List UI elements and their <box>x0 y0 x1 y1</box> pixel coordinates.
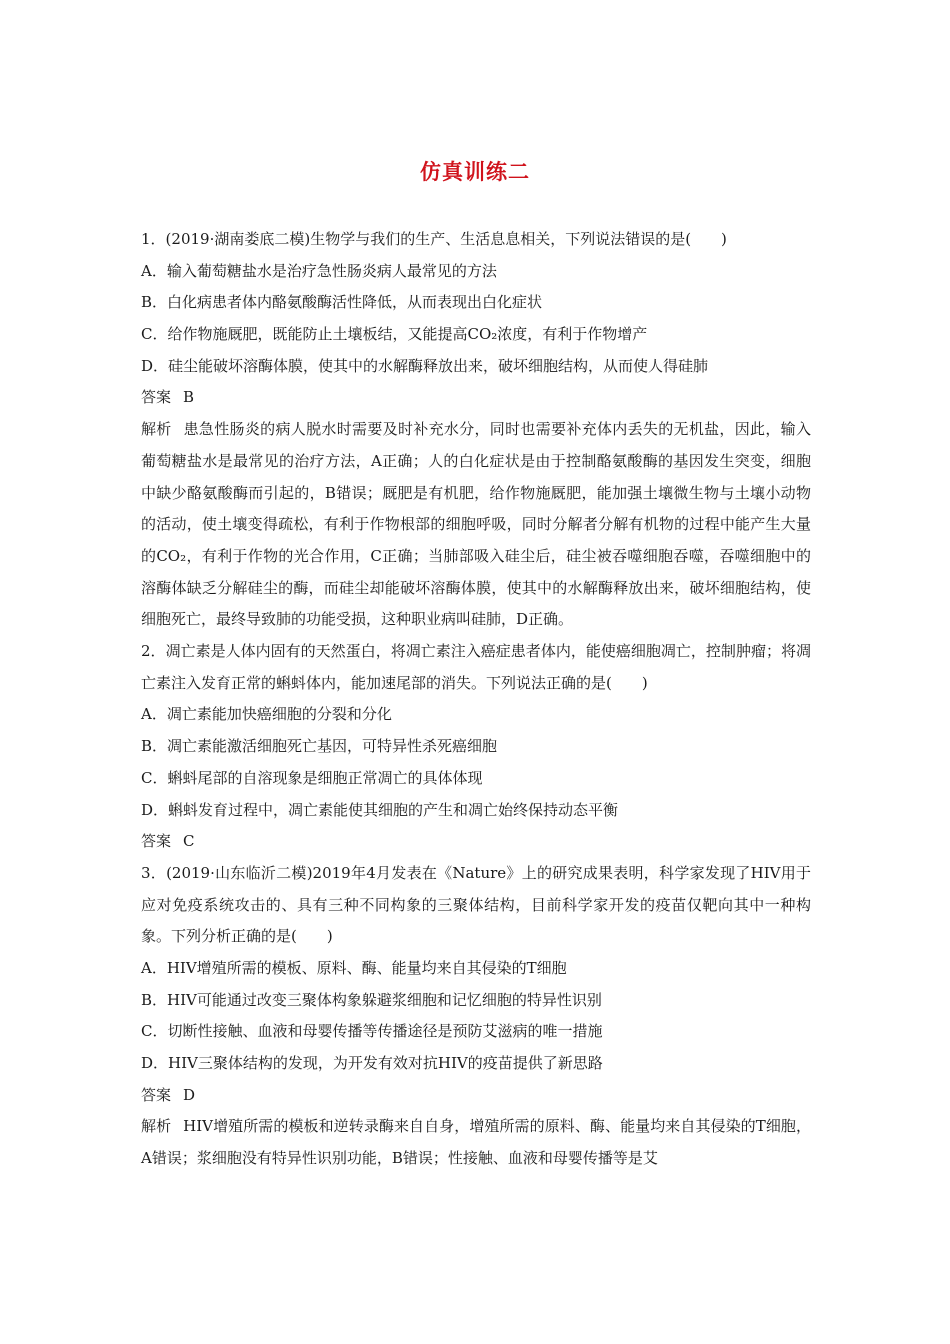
option-c: C．给作物施厩肥，既能防止土壤板结，又能提高CO₂浓度，有利于作物增产 <box>141 325 648 344</box>
answer-label: 答案 <box>141 388 172 407</box>
option-a: A．HIV增殖所需的模板、原料、酶、能量均来自其侵染的T细胞 <box>141 959 567 977</box>
analysis-row <box>141 1111 811 1174</box>
option-c: C．蝌蚪尾部的自溶现象是细胞正常凋亡的具体体现 <box>141 768 483 787</box>
option-b: B．HIV可能通过改变三聚体构象躲避浆细胞和记忆细胞的特异性识别 <box>141 990 602 1009</box>
option-d: D．HIV三聚体结构的发现，为开发有效对抗HIV的疫苗提供了新思路 <box>141 1054 603 1073</box>
question-2 <box>141 636 811 858</box>
question-1 <box>141 224 811 636</box>
question-3 <box>141 858 811 1175</box>
page-title: 仿真训练二 <box>420 160 530 184</box>
option-a: A．凋亡素能加快癌细胞的分裂和分化 <box>141 705 392 724</box>
answer-value: D <box>183 1085 196 1104</box>
option-d: D．蝌蚪发育过程中，凋亡素能使其细胞的产生和凋亡始终保持动态平衡 <box>141 800 619 819</box>
analysis-row <box>141 414 811 636</box>
answer-label: 答案 <box>141 832 172 851</box>
analysis-text: HIV增殖所需的模板和逆转录酶来自自身，增殖所需的原料、酶、能量均来自其侵染的T细胞，A错误；浆细胞没有特异性识别功能，B错误；性接触、血液和母婴传播等是艾 <box>141 1117 811 1168</box>
answer-row <box>141 1080 811 1112</box>
answer-value: B <box>183 388 195 407</box>
analysis-label: 解析 <box>141 420 172 439</box>
question-stem: 3．(2019·山东临沂二模)2019年4月发表在《Nature》上的研究成果表明，科学家发现了HIV用于应对免疫系统攻击的、具有三种不同构象的三聚体结构，目前科学家开发的疫苗仅靶向其中一种构象。下列分析正确的是( ) <box>141 863 811 946</box>
option-c: C．切断性接触、血液和母婴传播等传播途径是预防艾滋病的唯一措施 <box>141 1022 603 1041</box>
answer-value: C <box>183 832 195 851</box>
option-a: A．输入葡萄糖盐水是治疗急性肠炎病人最常见的方法 <box>141 261 497 280</box>
option-d: D．硅尘能破坏溶酶体膜，使其中的水解酶释放出来，破坏细胞结构，从而使人得硅肺 <box>141 356 709 375</box>
answer-label: 答案 <box>141 1085 172 1104</box>
analysis-text: 患急性肠炎的病人脱水时需要及时补充水分，同时也需要补充体内丢失的无机盐，因此，输入葡萄糖盐水是最常见的治疗方法，A正确；人的白化症状是由于控制酪氨酸酶的基因发生突变，细胞中缺少酪氨酸酶而引起的，B错误；厩肥是有机肥，给作物施厩肥，能加强土壤微生物与土壤小动物的活动，使土壤变得疏松，有利于作物根部的细胞呼吸，同时分解者分解有机物的过程中能产生大量的CO₂，有利于作物的光合作用，C正确；当肺部吸入硅尘后，硅尘被吞噬细胞吞噬，吞噬细胞中的溶酶体缺乏分解硅尘的酶，而硅尘却能破坏溶酶体膜，使其中的水解酶释放出来，破坏细胞结构，使细胞死亡，最终导致肺的功能受损，这种职业病叫硅肺，D正确。 <box>141 420 811 629</box>
answer-row <box>141 826 811 858</box>
answer-row <box>141 382 811 414</box>
question-list <box>141 224 811 1175</box>
question-stem: 1．(2019·湖南娄底二模)生物学与我们的生产、生活息息相关，下列说法错误的是( ) <box>141 230 727 248</box>
option-b: B．白化病患者体内酪氨酸酶活性降低，从而表现出白化症状 <box>141 293 543 312</box>
question-stem: 2．凋亡素是人体内固有的天然蛋白，将凋亡素注入癌症患者体内，能使癌细胞凋亡，控制肿瘤；将凋亡素注入发育正常的蝌蚪体内，能加速尾部的消失。下列说法正确的是( ) <box>141 642 811 692</box>
option-b: B．凋亡素能激活细胞死亡基因，可特异性杀死癌细胞 <box>141 737 498 756</box>
analysis-label: 解析 <box>141 1117 172 1136</box>
